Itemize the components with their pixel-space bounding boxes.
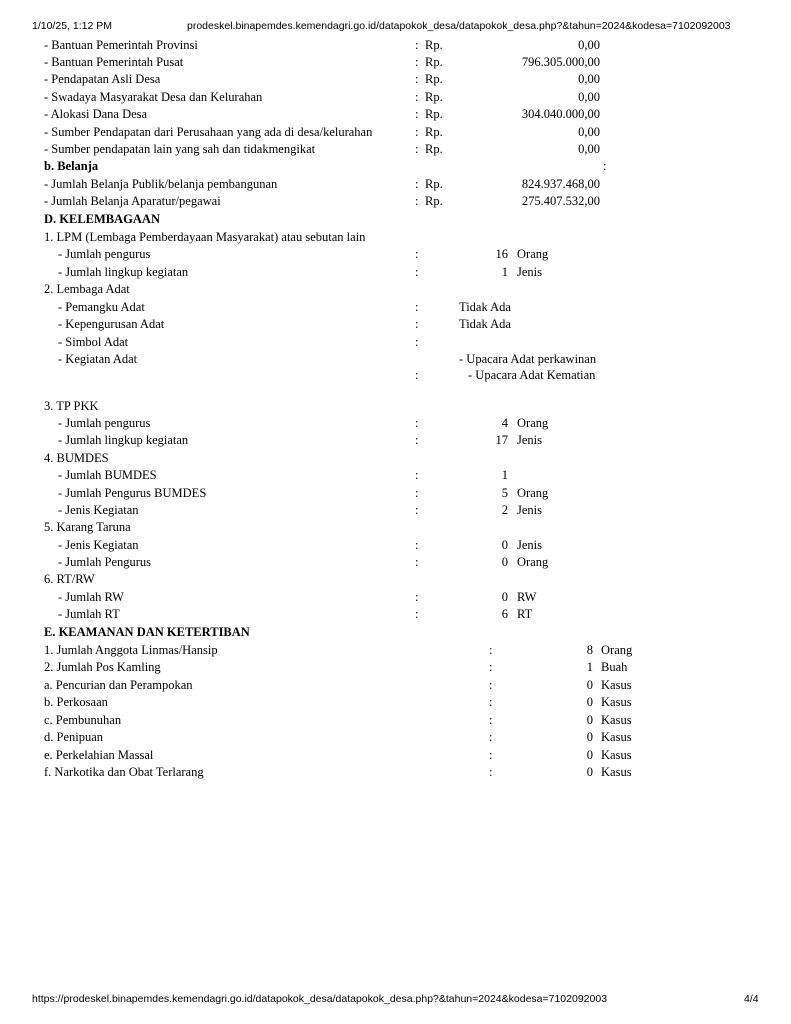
row-colon: :: [415, 142, 419, 156]
row-unit: RW: [517, 590, 537, 604]
table-row: [0, 334, 791, 351]
table-row: [0, 264, 791, 281]
row-colon: :: [415, 486, 419, 500]
row-value: 2: [501, 503, 508, 517]
row-value: 1: [501, 265, 508, 279]
row-value: 0: [586, 695, 593, 709]
row-label: - Jumlah pengurus: [58, 416, 151, 430]
row-value: 0: [586, 713, 593, 727]
section-heading: D. KELEMBAGAAN: [44, 212, 160, 226]
row-label: - Simbol Adat: [58, 335, 129, 349]
row-colon: :: [489, 748, 493, 762]
table-row: [0, 554, 791, 571]
row-colon: :: [415, 335, 419, 349]
row-colon: :: [489, 660, 493, 674]
row-value: 0: [586, 678, 593, 692]
table-row: [0, 747, 791, 764]
row-label: f. Narkotika dan Obat Terlarang: [44, 765, 204, 779]
row-colon: :: [415, 468, 419, 482]
row-label: - Jumlah RW: [58, 590, 124, 604]
row-colon: :: [489, 765, 493, 779]
row-label: e. Perkelahian Massal: [44, 748, 154, 762]
page-number: 4/4: [744, 993, 759, 1005]
row-unit: Orang: [517, 486, 549, 500]
row-label: 2. Jumlah Pos Kamling: [44, 660, 161, 674]
row-unit: Rp.: [425, 72, 443, 86]
subsection-title: 2. Lembaga Adat: [44, 282, 130, 296]
row-unit: Rp.: [425, 38, 443, 52]
row-value: - Upacara Adat Kematian: [468, 368, 596, 382]
row-label: - Jumlah Pengurus BUMDES: [58, 486, 207, 500]
row-colon: :: [415, 247, 419, 261]
table-row: [0, 677, 791, 694]
table-row: [0, 415, 791, 432]
row-colon: :: [415, 368, 419, 382]
table-row: [0, 606, 791, 623]
row-colon: :: [415, 300, 419, 314]
row-label: - Alokasi Dana Desa: [44, 107, 148, 121]
row-colon: :: [489, 643, 493, 657]
table-row: [0, 712, 791, 729]
row-unit: Jenis: [517, 538, 542, 552]
subsection-title: 4. BUMDES: [44, 451, 109, 465]
subsection-title: 1. LPM (Lembaga Pemberdayaan Masyarakat) atau sebutan lain: [44, 230, 366, 244]
row-value: 275.407.532,00: [521, 194, 600, 208]
row-unit: Kasus: [601, 695, 632, 709]
row-value: 0,00: [578, 142, 600, 156]
row-label: - Kepengurusan Adat: [58, 317, 165, 331]
row-label: 1. Jumlah Anggota Linmas/Hansip: [44, 643, 218, 657]
row-unit: Jenis: [517, 433, 542, 447]
row-unit: Orang: [601, 643, 633, 657]
row-unit: Rp.: [425, 55, 443, 69]
row-label: - Jumlah lingkup kegiatan: [58, 433, 189, 447]
subsection-title: 3. TP PKK: [44, 399, 99, 413]
table-row: [0, 246, 791, 263]
row-unit: RT: [517, 607, 533, 621]
row-label: - Kegiatan Adat: [58, 352, 138, 366]
row-value: 0,00: [578, 38, 600, 52]
table-row: [0, 642, 791, 659]
row-label: b. Perkosaan: [44, 695, 108, 709]
table-row: [0, 193, 791, 210]
row-label: - Jumlah Pengurus: [58, 555, 152, 569]
row-unit: Orang: [517, 247, 549, 261]
table-row: [0, 71, 791, 88]
row-value: 5: [501, 486, 508, 500]
row-value: 796.305.000,00: [521, 55, 600, 69]
row-colon: :: [415, 38, 419, 52]
table-row: [0, 764, 791, 781]
row-value: Tidak Ada: [459, 300, 511, 314]
table-row: [0, 176, 791, 193]
row-colon: :: [415, 607, 419, 621]
section-heading: E. KEAMANAN DAN KETERTIBAN: [44, 625, 250, 639]
row-value: 8: [586, 643, 593, 657]
row-unit: Kasus: [601, 678, 632, 692]
row-value: 0,00: [578, 72, 600, 86]
row-label: - Jumlah pengurus: [58, 247, 151, 261]
table-row: [0, 537, 791, 554]
row-label: - Jumlah Belanja Aparatur/pegawai: [44, 194, 221, 208]
row-label: - Jumlah lingkup kegiatan: [58, 265, 189, 279]
subsection-title-row: [0, 571, 791, 588]
table-row: [0, 432, 791, 449]
row-value: 824.937.468,00: [521, 177, 600, 191]
row-colon: :: [415, 503, 419, 517]
row-colon: :: [489, 730, 493, 744]
row-unit: Rp.: [425, 125, 443, 139]
belanja-heading-row: [0, 158, 791, 175]
row-label: - Pendapatan Asli Desa: [44, 72, 161, 86]
row-colon: :: [415, 177, 419, 191]
row-value: - Upacara Adat perkawinan: [459, 352, 597, 366]
subsection-title-row: [0, 519, 791, 536]
row-label: - Bantuan Pemerintah Pusat: [44, 55, 184, 69]
row-value: 0,00: [578, 125, 600, 139]
table-row: [0, 589, 791, 606]
row-value: 6: [501, 607, 508, 621]
row-unit: Rp.: [425, 177, 443, 191]
row-value: 304.040.000,00: [521, 107, 600, 121]
row-label: - Pemangku Adat: [58, 300, 145, 314]
table-row: [0, 367, 791, 384]
subsection-title-row: [0, 229, 791, 246]
table-row: [0, 37, 791, 54]
row-value: 0: [501, 538, 508, 552]
table-row: [0, 106, 791, 123]
row-label: - Jenis Kegiatan: [58, 503, 139, 517]
table-row: [0, 89, 791, 106]
table-row: [0, 124, 791, 141]
table-row: [0, 351, 791, 368]
row-colon: :: [415, 55, 419, 69]
row-unit: Jenis: [517, 265, 542, 279]
row-unit: Kasus: [601, 748, 632, 762]
row-value: Tidak Ada: [459, 317, 511, 331]
table-row: [0, 299, 791, 316]
row-colon: :: [415, 538, 419, 552]
row-colon: :: [415, 433, 419, 447]
row-unit: Orang: [517, 416, 549, 430]
row-label: - Sumber pendapatan lain yang sah dan tidakmengikat: [44, 142, 316, 156]
row-unit: Kasus: [601, 765, 632, 779]
row-value: 1: [501, 468, 508, 482]
row-label: - Jumlah Belanja Publik/belanja pembangunan: [44, 177, 278, 191]
subsection-title-row: [0, 450, 791, 467]
row-unit: Buah: [601, 660, 628, 674]
table-row: [0, 54, 791, 71]
row-label: - Jenis Kegiatan: [58, 538, 139, 552]
row-value: 4: [501, 416, 508, 430]
row-colon: :: [489, 678, 493, 692]
print-datetime: 1/10/25, 1:12 PM: [32, 20, 112, 32]
row-colon: :: [603, 159, 607, 173]
row-colon: :: [415, 265, 419, 279]
row-value: 17: [495, 433, 508, 447]
row-unit: Rp.: [425, 194, 443, 208]
subsection-title: 6. RT/RW: [44, 572, 95, 586]
row-label: - Sumber Pendapatan dari Perusahaan yang ada di desa/kelurahan: [44, 125, 373, 139]
row-colon: :: [415, 90, 419, 104]
row-unit: Orang: [517, 555, 549, 569]
section-d-heading-row: [0, 211, 791, 228]
row-value: 16: [495, 247, 508, 261]
row-colon: :: [415, 194, 419, 208]
row-colon: :: [489, 713, 493, 727]
table-row: [0, 502, 791, 519]
row-value: 0: [501, 555, 508, 569]
row-unit: Kasus: [601, 730, 632, 744]
row-colon: :: [415, 107, 419, 121]
table-row: [0, 485, 791, 502]
row-value: 1: [586, 660, 593, 674]
row-unit: Rp.: [425, 107, 443, 121]
row-label: c. Pembunuhan: [44, 713, 122, 727]
table-row: [0, 694, 791, 711]
table-row: [0, 659, 791, 676]
row-unit: Jenis: [517, 503, 542, 517]
section-heading: b. Belanja: [44, 159, 99, 173]
row-value: 0: [586, 730, 593, 744]
row-colon: :: [415, 416, 419, 430]
row-label: d. Penipuan: [44, 730, 104, 744]
row-colon: :: [415, 555, 419, 569]
row-value: 0: [586, 748, 593, 762]
row-colon: :: [415, 125, 419, 139]
row-label: a. Pencurian dan Perampokan: [44, 678, 193, 692]
row-label: - Bantuan Pemerintah Provinsi: [44, 38, 198, 52]
print-footer-url: https://prodeskel.binapemdes.kemendagri.go.id/datapokok_desa/datapokok_desa.php?&tahun=2024&kodesa=7102092003: [32, 993, 608, 1005]
row-value: 0,00: [578, 90, 600, 104]
table-row: [0, 729, 791, 746]
row-colon: :: [415, 590, 419, 604]
table-row: [0, 467, 791, 484]
row-label: - Jumlah RT: [58, 607, 120, 621]
row-value: 0: [586, 765, 593, 779]
table-row: [0, 316, 791, 333]
subsection-title-row: [0, 398, 791, 415]
subsection-title-row: [0, 281, 791, 298]
row-unit: Rp.: [425, 90, 443, 104]
row-label: - Jumlah BUMDES: [58, 468, 157, 482]
subsection-title: 5. Karang Taruna: [44, 520, 131, 534]
row-colon: :: [489, 695, 493, 709]
row-colon: :: [415, 72, 419, 86]
row-colon: :: [415, 317, 419, 331]
row-label: - Swadaya Masyarakat Desa dan Kelurahan: [44, 90, 263, 104]
row-unit: Kasus: [601, 713, 632, 727]
section-e-heading-row: [0, 624, 791, 641]
row-value: 0: [501, 590, 508, 604]
print-header-url: prodeskel.binapemdes.kemendagri.go.id/datapokok_desa/datapokok_desa.php?&tahun=2024&kodesa=7102092003: [187, 20, 731, 32]
row-unit: Rp.: [425, 142, 443, 156]
table-row: [0, 141, 791, 158]
